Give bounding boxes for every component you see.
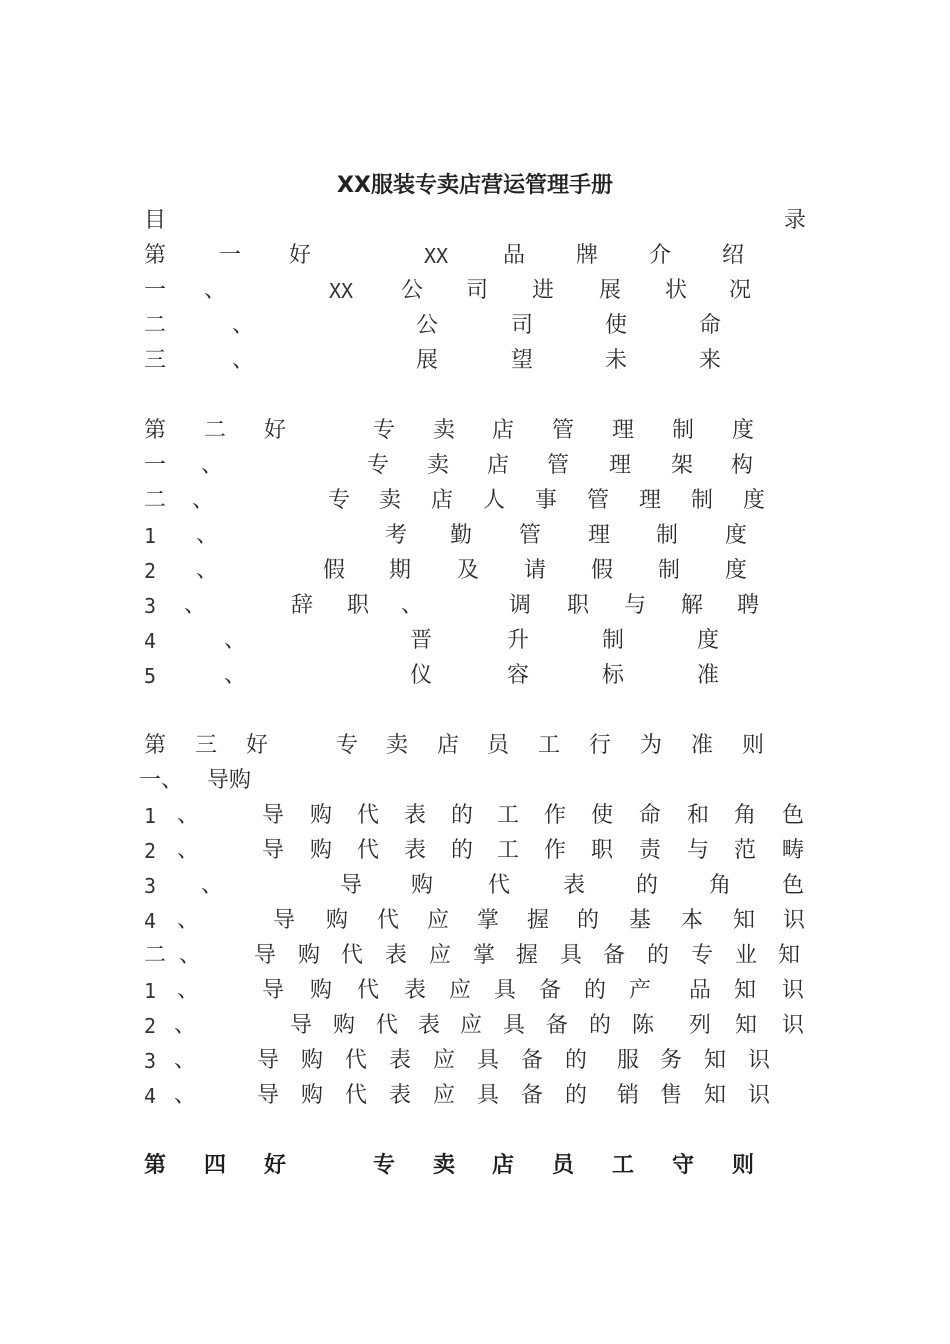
toc-text-segment: 一: [143, 278, 167, 303]
toc-text-segment: 知: [733, 978, 757, 1003]
toc-text-segment: 备: [538, 978, 562, 1003]
toc-text-segment: 二: [143, 313, 167, 338]
toc-text-segment: 、: [223, 628, 247, 653]
toc-text-segment: 责: [638, 838, 662, 863]
toc-text-segment: 员: [551, 1153, 575, 1178]
toc-text-segment: 好: [263, 1153, 287, 1178]
toc-text-segment: 角: [708, 873, 732, 898]
toc-text-segment: 购: [325, 908, 349, 933]
toc-entry: [0, 591, 950, 621]
toc-text-segment: 员: [486, 733, 510, 758]
toc-text-segment: 作: [543, 803, 567, 828]
toc-text-segment: 备: [545, 1013, 569, 1038]
toc-entry: [0, 311, 950, 341]
toc-text-segment: 产: [628, 978, 652, 1003]
toc-text-segment: 展: [415, 348, 439, 373]
toc-text-segment: 度: [742, 488, 766, 513]
toc-text-segment: 具: [476, 1083, 500, 1108]
toc-text-segment: 的: [576, 908, 600, 933]
toc-text-segment: 公: [415, 313, 439, 338]
toc-entry: [0, 276, 950, 306]
toc-text-segment: 应: [459, 1013, 483, 1038]
toc-text-segment: 代: [487, 873, 511, 898]
toc-text-segment: 好: [288, 243, 312, 268]
toc-text-segment: 务: [659, 1048, 683, 1073]
document-title: XX服装专卖店营运管理手册: [337, 173, 613, 198]
toc-text-segment: 度: [724, 523, 748, 548]
toc-text-segment: 购: [300, 1083, 324, 1108]
toc-text-segment: 表: [417, 1013, 441, 1038]
toc-text-segment: 表: [388, 1048, 412, 1073]
toc-text-segment: 、: [231, 313, 255, 338]
toc-text-segment: 命: [698, 313, 722, 338]
toc-entry: [0, 941, 950, 971]
toc-text-segment: 、: [176, 803, 200, 828]
toc-text-segment: 品: [502, 243, 526, 268]
toc-text-segment: 第: [143, 243, 167, 268]
toc-text-segment: 应: [432, 1048, 456, 1073]
toc-text-segment: 代: [344, 1083, 368, 1108]
toc-text-segment: XX: [423, 244, 449, 268]
toc-text-segment: 职: [566, 593, 590, 618]
toc-text-segment: 期: [388, 558, 412, 583]
toc-text-segment: 知: [777, 943, 801, 968]
toc-text-segment: 聘: [736, 593, 760, 618]
toc-text-segment: 使: [604, 313, 628, 338]
toc-text-segment: 售: [659, 1083, 683, 1108]
toc-text-segment: 一、: [138, 768, 184, 793]
toc-text-segment: 业: [734, 943, 758, 968]
toc-text-segment: 表: [388, 1083, 412, 1108]
toc-text-segment: 制: [655, 523, 679, 548]
toc-text-segment: 度: [724, 558, 748, 583]
toc-text-segment: 命: [638, 803, 662, 828]
toc-text-segment: 角: [733, 803, 757, 828]
toc-text-segment: XX: [328, 279, 354, 303]
toc-text-segment: 使: [590, 803, 614, 828]
toc-text-segment: 、: [176, 978, 200, 1003]
toc-chapter-heading: [0, 731, 950, 761]
toc-text-segment: 导: [261, 803, 285, 828]
toc-text-segment: 工: [496, 838, 520, 863]
toc-text-segment: 3: [143, 594, 157, 618]
toc-text-segment: 升: [506, 628, 530, 653]
toc-text-segment: 本: [680, 908, 704, 933]
toc-text-segment: 色: [781, 803, 805, 828]
toc-text-segment: 备: [602, 943, 626, 968]
toc-text-segment: 代: [375, 1013, 399, 1038]
toc-text-segment: 表: [403, 803, 427, 828]
toc-text-segment: 录: [783, 208, 807, 233]
toc-text-segment: 管: [518, 523, 542, 548]
toc-text-segment: 导: [256, 1048, 280, 1073]
toc-entry: [0, 1081, 950, 1111]
toc-text-segment: 具: [502, 1013, 526, 1038]
toc-text-segment: 、: [173, 1048, 197, 1073]
toc-text-segment: 的: [588, 1013, 612, 1038]
toc-text-segment: 职: [590, 838, 614, 863]
toc-text-segment: 、: [173, 1083, 197, 1108]
toc-text-segment: 理: [587, 523, 611, 548]
toc-text-segment: 司: [465, 278, 489, 303]
toc-entry: [0, 346, 950, 376]
toc-text-segment: 具: [559, 943, 583, 968]
toc-entry: [0, 766, 950, 796]
toc-text-segment: 公: [400, 278, 424, 303]
toc-text-segment: 守: [671, 1153, 695, 1178]
toc-text-segment: 、: [203, 278, 227, 303]
toc-text-segment: 制: [671, 418, 695, 443]
toc-entry: [0, 626, 950, 656]
toc-text-segment: 知: [703, 1048, 727, 1073]
toc-text-segment: 识: [781, 978, 805, 1003]
toc-text-segment: 范: [733, 838, 757, 863]
toc-text-segment: 和: [686, 803, 710, 828]
toc-text-segment: 店: [430, 488, 454, 513]
toc-text-segment: 三: [194, 733, 218, 758]
toc-text-segment: 则: [731, 1153, 755, 1178]
toc-text-segment: 、: [400, 593, 424, 618]
toc-text-segment: 2: [143, 1014, 157, 1038]
toc-entry: [0, 871, 950, 901]
toc-text-segment: 的: [646, 943, 670, 968]
toc-text-segment: 代: [356, 803, 380, 828]
toc-text-segment: 、: [176, 908, 200, 933]
toc-text-segment: 及: [456, 558, 480, 583]
toc-text-segment: 、: [195, 558, 219, 583]
toc-text-segment: 3: [143, 1049, 157, 1073]
toc-text-segment: 制: [690, 488, 714, 513]
toc-text-segment: 店: [491, 1153, 515, 1178]
toc-text-segment: 则: [741, 733, 765, 758]
toc-text-segment: 代: [356, 978, 380, 1003]
toc-text-segment: 色: [781, 873, 805, 898]
toc-text-segment: 管: [551, 418, 575, 443]
toc-text-segment: 4: [143, 1084, 157, 1108]
toc-text-segment: 购: [332, 1013, 356, 1038]
toc-text-segment: 、: [183, 593, 207, 618]
toc-text-segment: 的: [635, 873, 659, 898]
toc-text-segment: 二: [203, 418, 227, 443]
toc-text-segment: 1: [143, 804, 157, 828]
toc-text-segment: 人: [482, 488, 506, 513]
toc-text-segment: 解: [680, 593, 704, 618]
toc-text-segment: 、: [173, 1013, 197, 1038]
toc-text-segment: 代: [376, 908, 400, 933]
toc-text-segment: 识: [747, 1083, 771, 1108]
toc-text-segment: 3: [143, 874, 157, 898]
toc-chapter-heading: [0, 1151, 950, 1181]
toc-text-segment: 、: [178, 943, 202, 968]
toc-text-segment: 仪: [409, 663, 433, 688]
toc-chapter-heading: [0, 416, 950, 446]
toc-entry: [0, 836, 950, 866]
toc-text-segment: 卖: [385, 733, 409, 758]
toc-entry: [0, 556, 950, 586]
toc-text-segment: 、: [195, 523, 219, 548]
toc-text-segment: 导购: [206, 768, 252, 793]
toc-text-segment: 介: [648, 243, 672, 268]
toc-text-segment: 度: [731, 418, 755, 443]
toc-text-segment: 导: [253, 943, 277, 968]
toc-text-segment: 好: [263, 418, 287, 443]
toc-text-segment: 进: [531, 278, 555, 303]
toc-text-segment: 识: [747, 1048, 771, 1073]
toc-text-segment: 导: [261, 838, 285, 863]
toc-entry: [0, 1046, 950, 1076]
toc-text-segment: 二: [143, 943, 167, 968]
toc-text-segment: 握: [526, 908, 550, 933]
toc-text-segment: 专: [366, 453, 390, 478]
toc-text-segment: 掌: [472, 943, 496, 968]
toc-text-segment: 代: [356, 838, 380, 863]
toc-text-segment: 专: [335, 733, 359, 758]
toc-text-segment: 应: [428, 943, 452, 968]
toc-text-segment: 的: [564, 1048, 588, 1073]
toc-text-segment: 调: [508, 593, 532, 618]
toc-text-segment: 四: [203, 1153, 227, 1178]
toc-text-segment: 、: [200, 873, 224, 898]
toc-text-segment: 导: [256, 1083, 280, 1108]
toc-text-segment: 备: [520, 1083, 544, 1108]
toc-text-segment: 2: [143, 839, 157, 863]
toc-text-segment: 导: [289, 1013, 313, 1038]
toc-text-segment: 专: [327, 488, 351, 513]
toc-text-segment: 购: [309, 978, 333, 1003]
toc-text-segment: 专: [372, 1153, 396, 1178]
toc-text-segment: 陈: [631, 1013, 655, 1038]
toc-text-segment: 4: [143, 909, 157, 933]
toc-text-segment: 第: [143, 733, 167, 758]
toc-text-segment: 工: [496, 803, 520, 828]
toc-text-segment: 品: [688, 978, 712, 1003]
toc-text-segment: 三: [143, 348, 167, 373]
toc-text-segment: 1: [143, 524, 157, 548]
toc-text-segment: 畴: [781, 838, 805, 863]
toc-text-segment: 知: [703, 1083, 727, 1108]
toc-text-segment: 专: [372, 418, 396, 443]
toc-text-segment: 的: [450, 838, 474, 863]
toc-text-segment: 与: [686, 838, 710, 863]
toc-entry: [0, 486, 950, 516]
toc-text-segment: 表: [403, 978, 427, 1003]
toc-text-segment: 未: [604, 348, 628, 373]
toc-text-segment: 状: [664, 278, 688, 303]
toc-text-segment: 的: [564, 1083, 588, 1108]
toc-text-segment: 、: [223, 663, 247, 688]
toc-entry: [0, 661, 950, 691]
toc-text-segment: 服: [616, 1048, 640, 1073]
toc-text-segment: 一: [143, 453, 167, 478]
toc-text-segment: 的: [450, 803, 474, 828]
toc-text-segment: 具: [476, 1048, 500, 1073]
toc-text-segment: 应: [426, 908, 450, 933]
toc-text-segment: 考: [384, 523, 408, 548]
toc-text-segment: 代: [340, 943, 364, 968]
toc-text-segment: 况: [728, 278, 752, 303]
toc-text-segment: 好: [245, 733, 269, 758]
toc-text-segment: 准: [690, 733, 714, 758]
toc-text-segment: 展: [598, 278, 622, 303]
toc-text-segment: 购: [410, 873, 434, 898]
toc-text-segment: 管: [546, 453, 570, 478]
toc-text-segment: 卖: [432, 418, 456, 443]
toc-text-segment: 卖: [378, 488, 402, 513]
toc-text-segment: 行: [588, 733, 612, 758]
toc-text-segment: 基: [628, 908, 652, 933]
toc-text-segment: 事: [534, 488, 558, 513]
toc-text-segment: 、: [200, 453, 224, 478]
toc-entry: [0, 906, 950, 936]
toc-text-segment: 卖: [426, 453, 450, 478]
toc-text-segment: 4: [143, 629, 157, 653]
toc-text-segment: 架: [670, 453, 694, 478]
toc-entry: [0, 521, 950, 551]
toc-text-segment: 知: [732, 908, 756, 933]
toc-text-segment: 导: [261, 978, 285, 1003]
toc-text-segment: 掌: [476, 908, 500, 933]
toc-text-segment: 构: [730, 453, 754, 478]
toc-text-segment: 望: [510, 348, 534, 373]
toc-text-segment: 识: [781, 1013, 805, 1038]
toc-text-segment: 卖: [432, 1153, 456, 1178]
toc-text-segment: 理: [608, 453, 632, 478]
toc-text-segment: 作: [543, 838, 567, 863]
toc-text-segment: 辞: [290, 593, 314, 618]
toc-text-segment: 导: [272, 908, 296, 933]
toc-text-segment: 管: [586, 488, 610, 513]
toc-text-segment: 绍: [721, 243, 745, 268]
toc-text-segment: 2: [143, 559, 157, 583]
toc-text-segment: 牌: [575, 243, 599, 268]
toc-text-segment: 识: [782, 908, 806, 933]
toc-text-segment: 备: [520, 1048, 544, 1073]
toc-text-segment: 假: [590, 558, 614, 583]
toc-text-segment: 目: [143, 208, 167, 233]
toc-text-segment: 表: [384, 943, 408, 968]
toc-text-segment: 代: [344, 1048, 368, 1073]
toc-text-segment: 、: [231, 348, 255, 373]
toc-text-segment: 与: [623, 593, 647, 618]
toc-text-segment: 容: [506, 663, 530, 688]
toc-text-segment: 店: [491, 418, 515, 443]
toc-text-segment: 标: [601, 663, 625, 688]
toc-text-segment: 导: [339, 873, 363, 898]
toc-text-segment: 、: [176, 838, 200, 863]
toc-text-segment: 假: [322, 558, 346, 583]
toc-text-segment: 表: [562, 873, 586, 898]
toc-text-segment: 准: [696, 663, 720, 688]
toc-text-segment: 一: [218, 243, 242, 268]
toc-text-segment: 请: [523, 558, 547, 583]
toc-text-segment: 知: [734, 1013, 758, 1038]
toc-text-segment: 购: [300, 1048, 324, 1073]
toc-entry: [0, 1011, 950, 1041]
toc-text-segment: 专: [690, 943, 714, 968]
toc-text-segment: 第: [143, 418, 167, 443]
toc-text-segment: 销: [616, 1083, 640, 1108]
toc-text-segment: 度: [696, 628, 720, 653]
toc-text-segment: 工: [611, 1153, 635, 1178]
toc-chapter-heading: [0, 241, 950, 271]
toc-text-segment: 二: [143, 488, 167, 513]
toc-text-segment: 来: [698, 348, 722, 373]
toc-text-segment: 勤: [449, 523, 473, 548]
toc-text-segment: 、: [191, 488, 215, 513]
toc-text-segment: 购: [309, 803, 333, 828]
toc-text-segment: 应: [448, 978, 472, 1003]
toc-entry: [0, 976, 950, 1006]
toc-text-segment: 店: [486, 453, 510, 478]
toc-entry: [0, 801, 950, 831]
toc-text-segment: 1: [143, 979, 157, 1003]
toc-text-segment: 理: [611, 418, 635, 443]
toc-heading: [0, 206, 950, 236]
toc-text-segment: 工: [537, 733, 561, 758]
toc-text-segment: 职: [346, 593, 370, 618]
toc-text-segment: 表: [403, 838, 427, 863]
toc-text-segment: 制: [657, 558, 681, 583]
toc-text-segment: 理: [638, 488, 662, 513]
toc-text-segment: 第: [143, 1153, 167, 1178]
toc-text-segment: 的: [583, 978, 607, 1003]
toc-text-segment: 具: [493, 978, 517, 1003]
toc-text-segment: 5: [143, 664, 157, 688]
toc-entry: [0, 451, 950, 481]
toc-text-segment: 握: [515, 943, 539, 968]
toc-text-segment: 购: [309, 838, 333, 863]
toc-text-segment: 购: [297, 943, 321, 968]
toc-text-segment: 制: [601, 628, 625, 653]
toc-text-segment: 为: [639, 733, 663, 758]
toc-text-segment: 应: [432, 1083, 456, 1108]
toc-text-segment: 店: [436, 733, 460, 758]
toc-text-segment: 晋: [409, 628, 433, 653]
toc-text-segment: 列: [688, 1013, 712, 1038]
toc-text-segment: 司: [510, 313, 534, 338]
